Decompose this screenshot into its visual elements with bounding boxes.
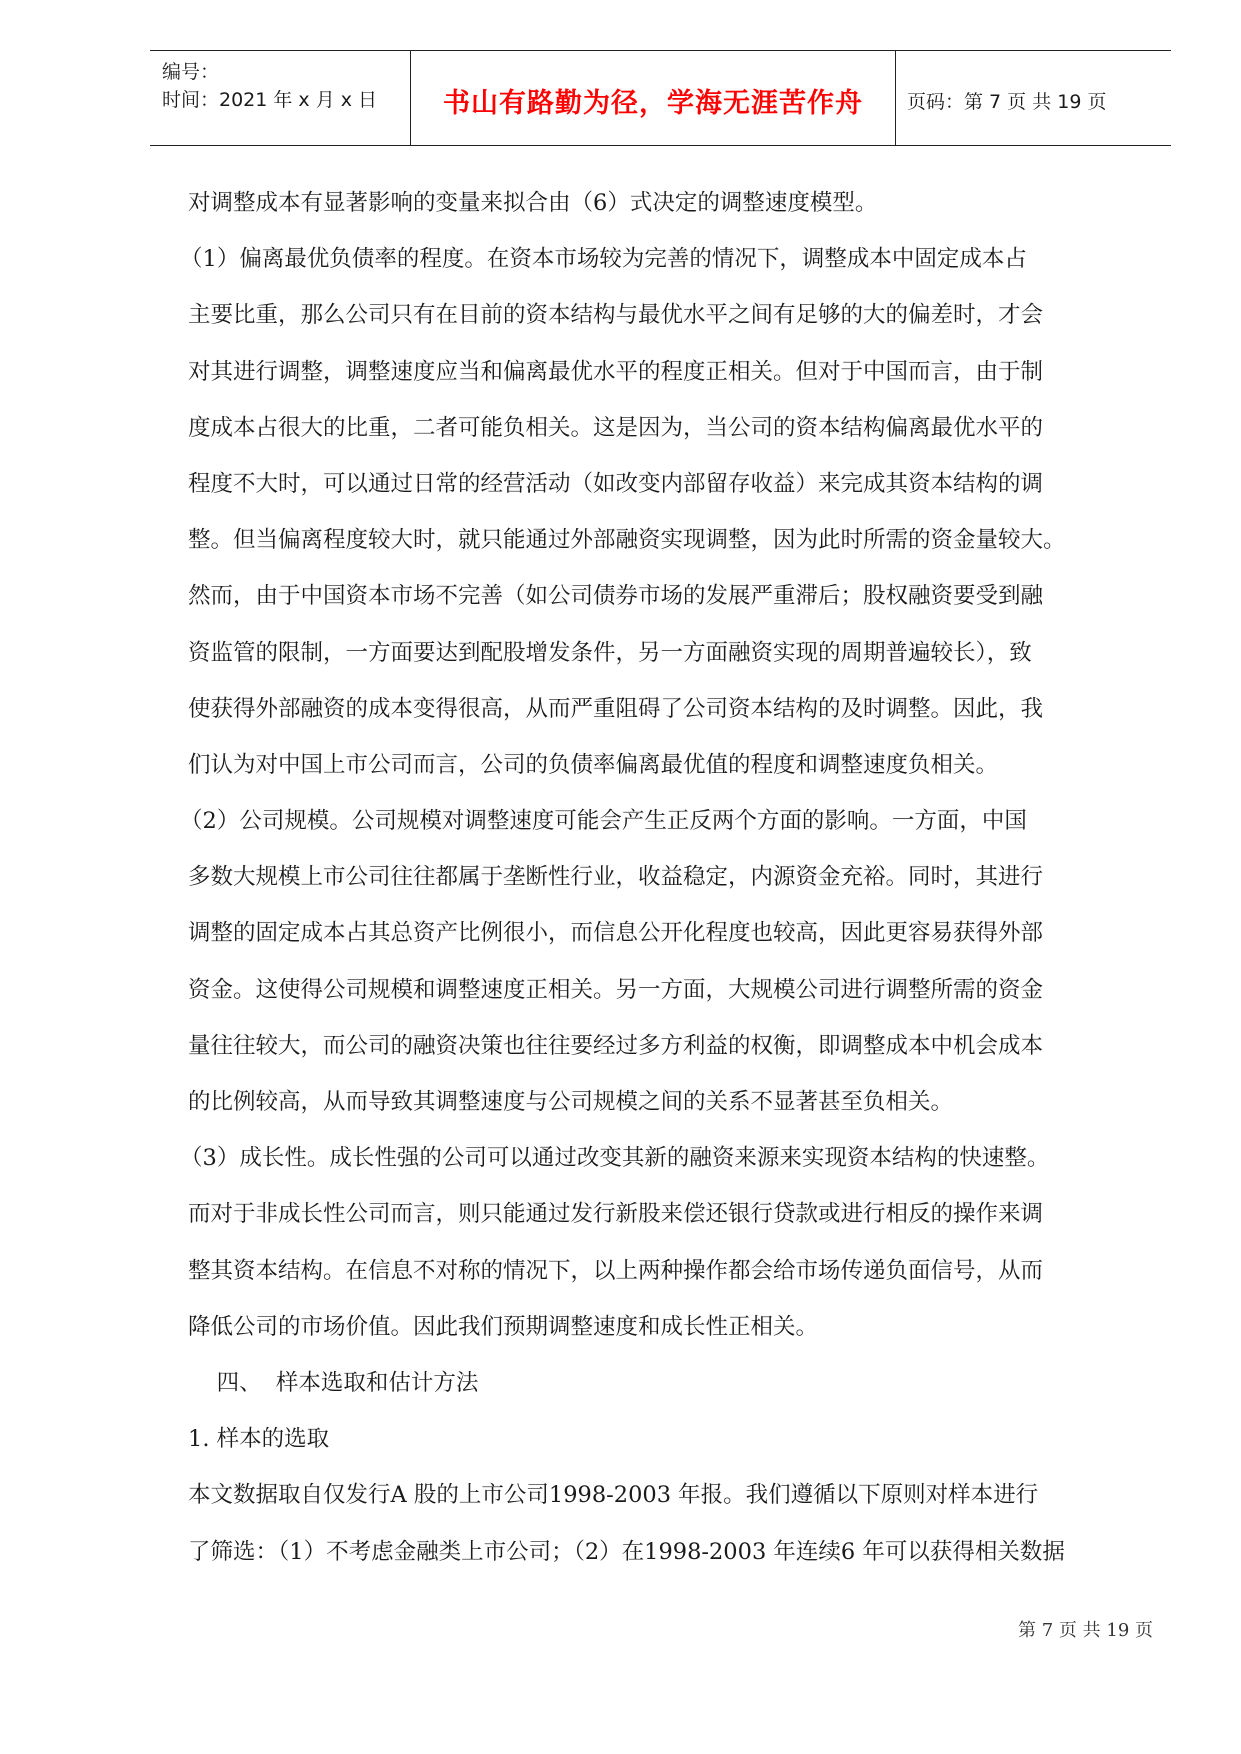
body-line: 降低公司的市场价值。因此我们预期调整速度和成长性正相关。 [188,1313,819,1340]
body-line: 的比例较高，从而导致其调整速度与公司规模之间的关系不显著甚至负相关。 [188,1089,954,1115]
header-motto-cell [410,51,896,145]
body-line: 多数大规模上市公司往往都属于垄断性行业，收益稳定，内源资金充裕。同时，其进行 [188,864,1044,891]
body-line: 度成本占很大的比重，二者可能负相关。这是因为，当公司的资本结构偏离最优水平的 [188,414,1044,441]
page-header [150,50,1171,146]
body-line: 量往往较大，而公司的融资决策也往往要经过多方利益的权衡，即调整成本中机会成本 [188,1032,1044,1059]
body-line: 们认为对中国上市公司而言，公司的负债率偏离最优值的程度和调整速度负相关。 [188,751,999,778]
body-line: 资金。这使得公司规模和调整速度正相关。另一方面，大规模公司进行调整所需的资金 [188,976,1044,1003]
section-heading: 四、 样本选取和估计方法 [188,1369,479,1396]
body-line: 整其资本结构。在信息不对称的情况下，以上两种操作都会给市场传递负面信号，从而 [188,1257,1044,1284]
body-line: 对调整成本有显著影响的变量来拟合由（6）式决定的调整速度模型。 [188,190,878,216]
body-line: （3）成长性。成长性强的公司可以通过改变其新的融资来源来实现资本结构的快速整。 [180,1145,1050,1172]
body-line: 了筛选：（1）不考虑金融类上市公司；（2）在1998-2003 年连续6 年可以获得相关数据 [188,1538,1065,1565]
header-motto: 书山有路勤为径，学海无涯苦作舟 [443,88,863,119]
document-body [180,175,1168,1580]
header-info-cell [150,51,410,145]
body-line: 主要比重，那么公司只有在目前的资本结构与最优水平之间有足够的大的偏差时，才会 [188,302,1044,329]
body-line: （2）公司规模。公司规模对调整速度可能会产生正反两个方面的影响。一方面，中国 [180,808,1027,835]
header-page-cell [895,51,1171,145]
body-line: 对其进行调整，调整速度应当和偏离最优水平的程度正相关。但对于中国而言，由于制 [188,358,1044,385]
body-line: 资监管的限制，一方面要达到配股增发条件，另一方面融资实现的周期普遍较长），致 [188,639,1032,666]
page-footer: 第 7 页 共 19 页 [1018,1620,1153,1641]
body-line: 程度不大时，可以通过日常的经营活动（如改变内部留存收益）来完成其资本结构的调 [188,470,1044,497]
body-line: （1）偏离最优负债率的程度。在资本市场较为完善的情况下，调整成本中固定成本占 [180,246,1027,273]
document-time-label: 时间：2021 年 x 月 x 日 [162,89,378,111]
body-line: 然而，由于中国资本市场不完善（如公司债券市场的发展严重滞后；股权融资要受到融 [188,583,1044,610]
subsection-heading: 1. 样本的选取 [188,1426,330,1453]
body-line: 整。但当偏离程度较大时，就只能通过外部融资实现调整，因为此时所需的资金量较大。 [188,527,1066,554]
body-line: 本文数据取自仅发行A 股的上市公司1998-2003 年报。我们遵循以下原则对样本进行 [188,1482,1039,1509]
body-line: 使获得外部融资的成本变得很高，从而严重阻碍了公司资本结构的及时调整。因此，我 [188,695,1044,722]
header-page-number: 页码：第 7 页 共 19 页 [907,91,1107,113]
body-line: 调整的固定成本占其总资产比例很小，而信息公开化程度也较高，因此更容易获得外部 [188,920,1044,947]
body-line: 而对于非成长性公司而言，则只能通过发行新股来偿还银行贷款或进行相反的操作来调 [188,1201,1044,1228]
document-number-label: 编号： [162,61,220,83]
